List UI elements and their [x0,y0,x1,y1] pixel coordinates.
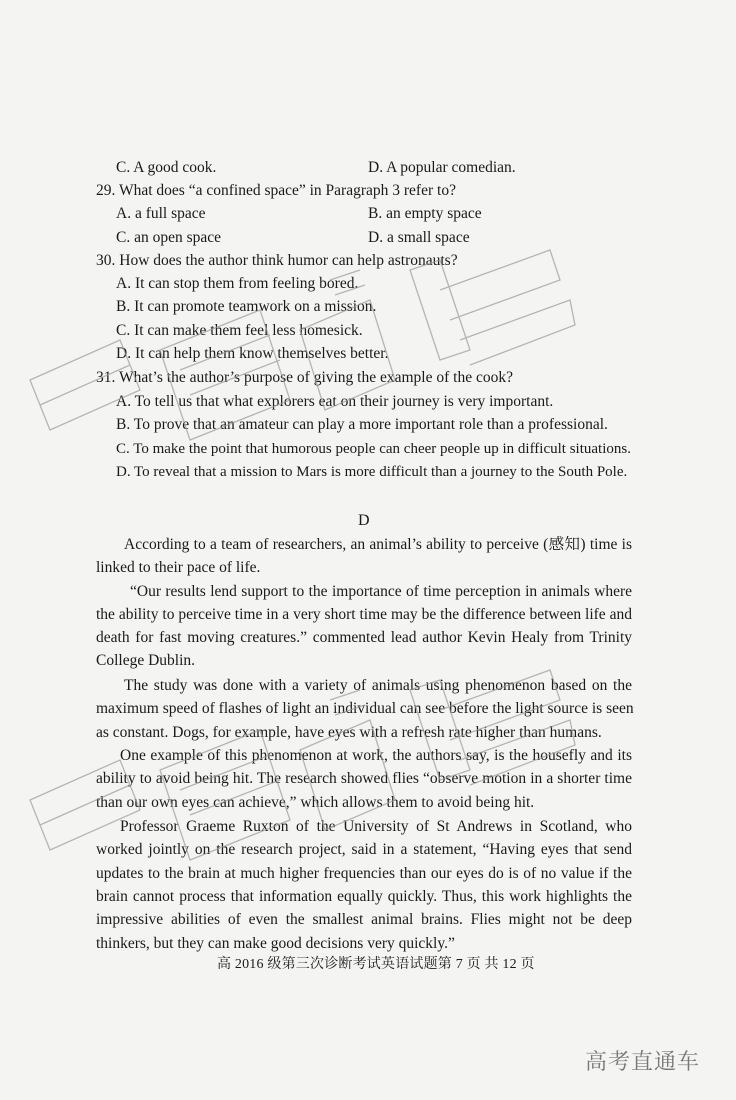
question-30 [96,251,458,271]
passage-line: than our own eyes can achieve,” which allows them to avoid being hit. [96,794,535,811]
passage-line: thinkers, but they can make good decisions very quickly.” [96,935,455,952]
passage-line: maximum speed of flashes of light an individual can see before the light source is seen [96,700,634,717]
q30-option-c: C. It can make them feel less homesick. [116,322,363,339]
question-stem: How does the author think humor can help astronauts? [119,252,458,269]
brand-watermark: 高考直通车 [585,1050,701,1075]
q30-option-a: A. It can stop them from feeling bored. [116,275,359,292]
q31-option-b: B. To prove that an amateur can play a more important role than a professional. [116,416,608,433]
q31-option-a: A. To tell us that what explorers eat on their journey is very important. [116,393,554,410]
q29-option-a: A. a full space [116,205,206,222]
passage-line: the ability to perceive time in a very short time may be the difference between life and [96,606,632,623]
question-number: 31. [96,369,116,386]
passage-line: worked jointly on the research project, said in a statement, “Having eyes that send [96,841,632,858]
passage-line: death for fast moving creatures.” commented lead author Kevin Healy from Trinity [96,629,632,646]
question-29 [96,181,456,201]
passage-line: The study was done with a variety of animals using phenomenon based on the [124,677,632,694]
passage-line: Professor Graeme Ruxton of the University of St Andrews in Scotland, who [120,818,632,835]
question-number: 29. [96,182,116,199]
question-stem: What does “a confined space” in Paragraph 3 refer to? [118,182,456,199]
passage-line: “Our results lend support to the importance of time perception in animals where [130,583,632,600]
passage-line: One example of this phenomenon at work, the authors say, is the housefly and its [120,747,632,764]
passage-line: brain cannot process that information equally quickly. Thus, this work highlights the [96,888,632,905]
passage-line: ability to avoid being hit. The research showed flies “observe motion in a shorter time [96,770,632,787]
passage-line: linked to their pace of life. [96,559,261,576]
q30-option-b: B. It can promote teamwork on a mission. [116,298,377,315]
question-number: 30. [96,252,116,269]
q29-option-b: B. an empty space [368,205,482,222]
question-stem: What’s the author’s purpose of giving the example of the cook? [118,369,513,386]
passage-line: as constant. Dogs, for example, have eyes with a refresh rate higher than humans. [96,724,602,741]
q28-option-c: C. A good cook. [116,159,217,176]
q31-option-d: D. To reveal that a mission to Mars is more difficult than a journey to the South Pole. [116,464,628,480]
q29-option-d: D. a small space [368,229,470,246]
q29-option-c: C. an open space [116,229,222,246]
section-label: D [358,512,370,529]
q30-option-d: D. It can help them know themselves better. [116,345,389,362]
q31-option-c: C. To make the point that humorous people can cheer people up in difficult situations. [116,441,631,457]
page-footer: 高 2016 级第三次诊断考试英语试题第 7 页 共 12 页 [217,957,535,972]
passage-line: College Dublin. [96,652,196,669]
q28-option-d: D. A popular comedian. [368,159,516,176]
passage-line: According to a team of researchers, an animal’s ability to perceive (感知) time is [124,536,632,553]
question-31 [96,368,513,388]
passage-line: updates to the brain at much higher frequencies than our eyes do is of no value if the [96,865,632,882]
passage-line: impressive abilities of even the smallest animal brains. Flies might not be deep [96,911,632,928]
